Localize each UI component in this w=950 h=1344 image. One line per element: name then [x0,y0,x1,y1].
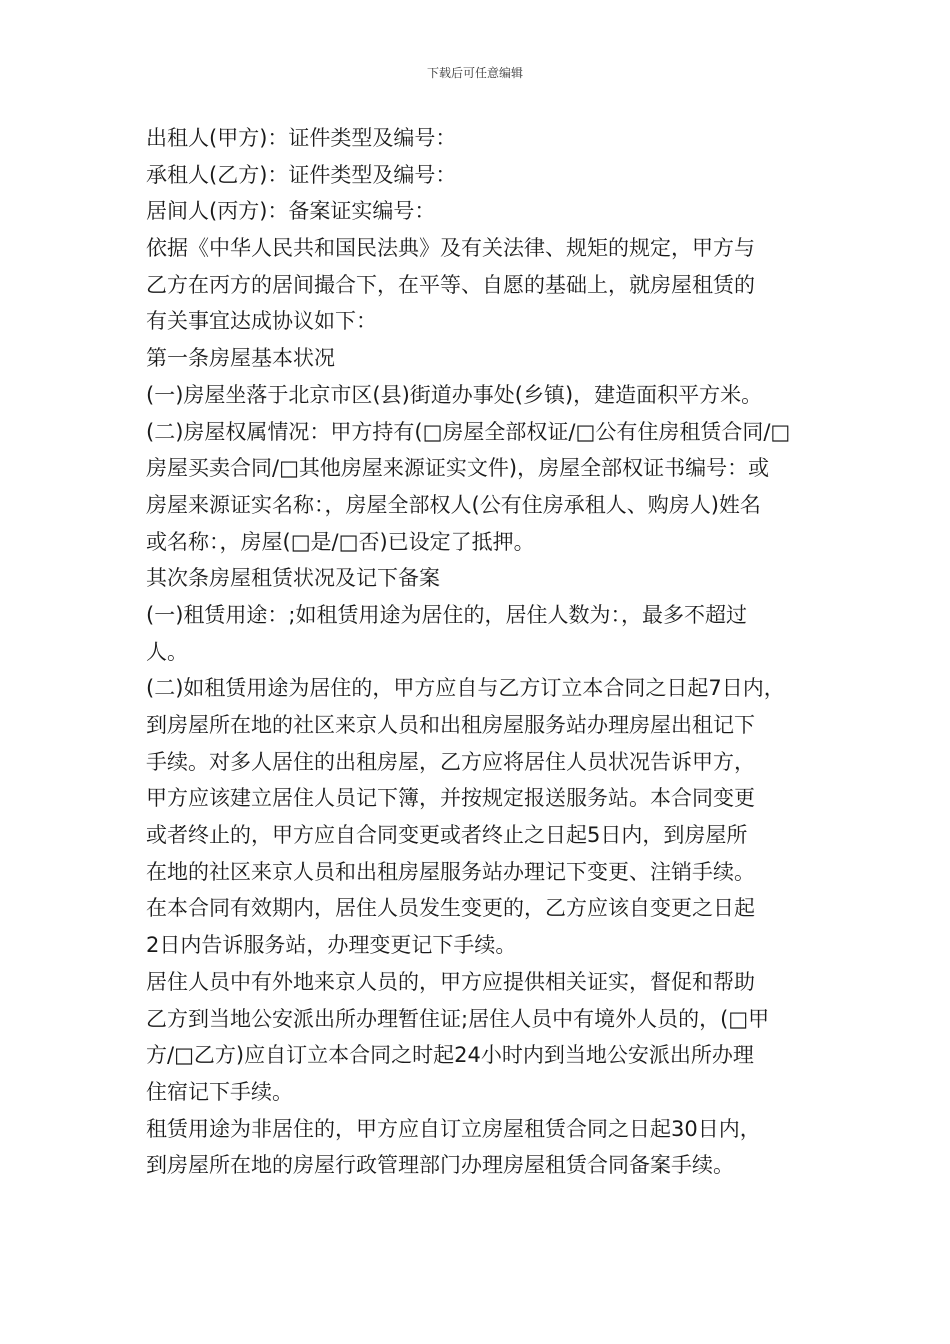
text-line: 乙方到当地公安派出所办理暂住证;居住人员中有境外人员的，(□甲 [146,1006,770,1031]
text-line: 或者终止的，甲方应自合同变更或者终止之日起5日内，到房屋所 [146,823,748,848]
text-line: (一)房屋坐落于北京市区(县)街道办事处(乡镇)，建造面积平方米。 [146,382,763,407]
text-line: 房屋买卖合同/□其他房屋来源证实文件)，房屋全部权证书编号：或 [146,456,770,481]
section-heading: 其次条房屋租赁状况及记下备案 [146,566,440,591]
text-line: 居住人员中有外地来京人员的，甲方应提供相关证实，督促和帮助 [146,969,755,994]
text-line: 居间人(丙方)：备案证实编号： [146,199,436,224]
text-line: 2日内告诉服务站，办理变更记下手续。 [146,933,517,958]
text-line: 住宿记下手续。 [146,1079,293,1104]
document-body [146,120,846,1184]
section-heading: 第一条房屋基本状况 [146,346,335,371]
text-line: 租赁用途为非居住的，甲方应自订立房屋租赁合同之日起30日内， [146,1116,761,1141]
text-line: 有关事宜达成协议如下： [146,309,377,334]
text-line: 手续。对多人居住的出租房屋，乙方应将居住人员状况告诉甲方， [146,749,755,774]
text-line: 人。 [146,639,188,664]
text-line: (二)房屋权属情况：甲方持有(□房屋全部权证/□公有住房租赁合同/□ [146,419,791,444]
text-line: (一)租赁用途：;如租赁用途为居住的，居住人数为：，最多不超过 [146,602,747,627]
text-line: 在本合同有效期内，居住人员发生变更的，乙方应该自变更之日起 [146,896,755,921]
text-line: 甲方应该建立居住人员记下簿，并按规定报送服务站。本合同变更 [146,786,755,811]
text-line: 承租人(乙方)：证件类型及编号： [146,162,457,187]
text-line: 房屋来源证实名称：，房屋全部权人(公有住房承租人、购房人)姓名 [146,492,761,517]
text-line: 依据《中华人民共和国民法典》及有关法律、规矩的规定，甲方与 [146,236,755,261]
text-line: 或名称：，房屋(□是/□否)已设定了抵押。 [146,529,535,554]
text-line: 方/□乙方)应自订立本合同之时起24小时内到当地公安派出所办理 [146,1043,754,1068]
text-line: 出租人(甲方)：证件类型及编号： [146,126,457,150]
page-header: 下载后可任意编辑 [426,66,523,80]
text-line: 乙方在丙方的居间撮合下，在平等、自愿的基础上，就房屋租赁的 [146,272,755,297]
text-line: 在地的社区来京人员和出租房屋服务站办理记下变更、注销手续。 [146,859,755,884]
text-line: 到房屋所在地的房屋行政管理部门办理房屋租赁合同备案手续。 [146,1153,734,1178]
text-line: (二)如租赁用途为居住的，甲方应自与乙方订立本合同之日起7日内， [146,676,785,701]
text-line: 到房屋所在地的社区来京人员和出租房屋服务站办理房屋出租记下 [146,713,755,737]
